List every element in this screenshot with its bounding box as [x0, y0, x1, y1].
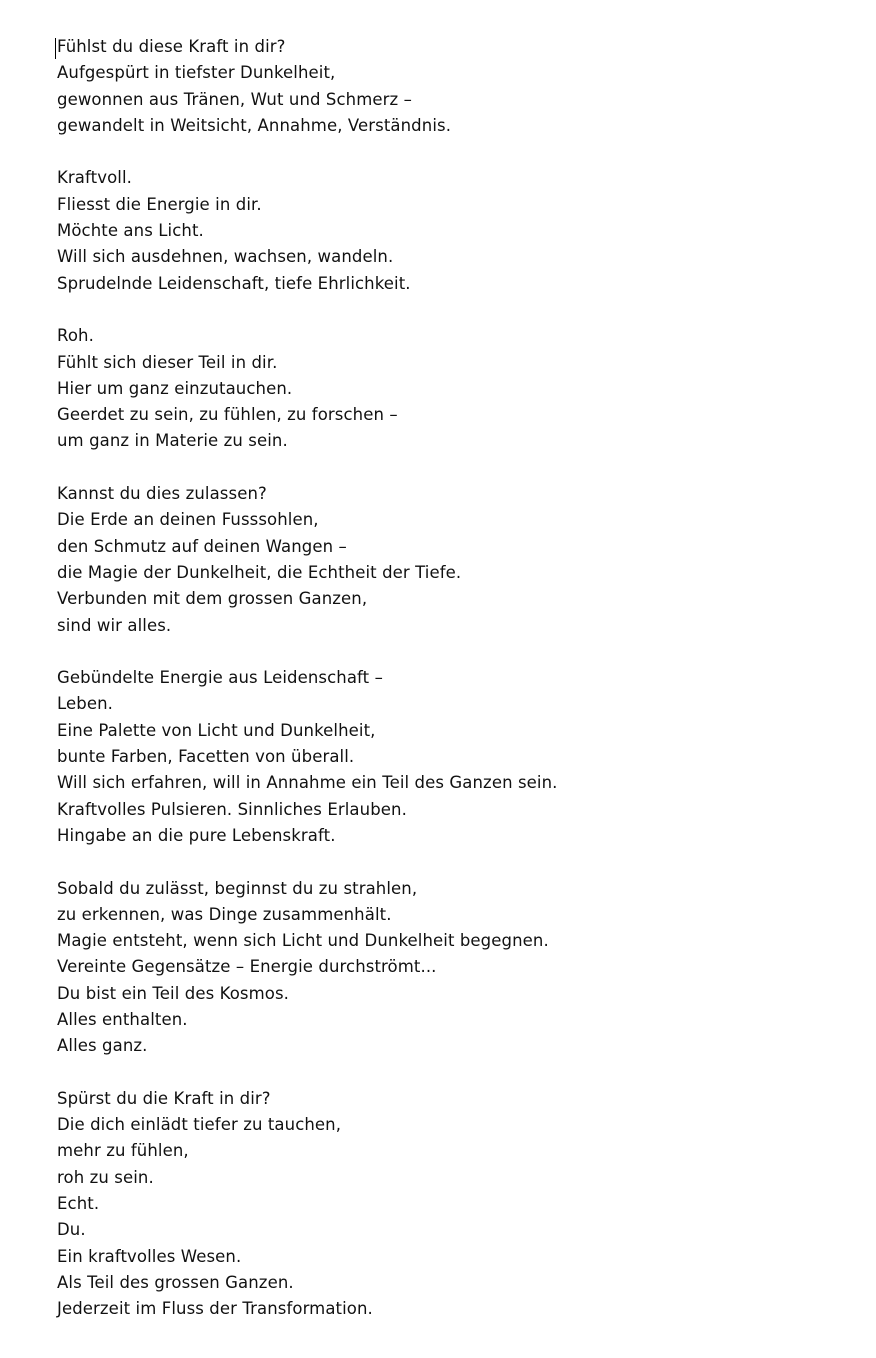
poem-line: Ein kraftvolles Wesen.	[57, 1246, 242, 1266]
poem-line: Geerdet zu sein, zu fühlen, zu forschen –	[57, 405, 398, 425]
poem-line: Jederzeit im Fluss der Transformation.	[57, 1299, 373, 1319]
poem-line: Sprudelnde Leidenschaft, tiefe Ehrlichkeit.	[57, 273, 411, 293]
poem-line: Magie entsteht, wenn sich Licht und Dunkelheit begegnen.	[57, 931, 549, 951]
poem-line: den Schmutz auf deinen Wangen –	[57, 536, 347, 556]
poem-line: um ganz in Materie zu sein.	[57, 431, 288, 451]
stanza	[57, 34, 857, 139]
document-body[interactable]	[57, 34, 857, 1323]
poem-line: Hier um ganz einzutauchen.	[57, 378, 293, 398]
poem-line: sind wir alles.	[57, 615, 172, 635]
poem-line: Du.	[57, 1220, 86, 1240]
poem-line: Leben.	[57, 694, 113, 714]
poem-line: Echt.	[57, 1194, 100, 1214]
poem-line: Fühlt sich dieser Teil in dir.	[57, 352, 278, 372]
poem-line: Aufgespürt in tiefster Dunkelheit,	[57, 63, 336, 83]
poem-line: Spürst du die Kraft in dir?	[57, 1088, 271, 1108]
poem-line: Kraftvolles Pulsieren. Sinnliches Erlauben.	[57, 799, 407, 819]
poem-line: Vereinte Gegensätze – Energie durchströmt...	[57, 957, 437, 977]
poem-line: Kraftvoll.	[57, 168, 132, 188]
poem-line: Sobald du zulässt, beginnst du zu strahlen,	[57, 878, 418, 898]
poem-line: Will sich erfahren, will in Annahme ein Teil des Ganzen sein.	[57, 773, 558, 793]
stanza	[57, 481, 857, 639]
poem-line: zu erkennen, was Dinge zusammenhält.	[57, 904, 392, 924]
poem-line: Eine Palette von Licht und Dunkelheit,	[57, 720, 376, 740]
poem-line: Als Teil des grossen Ganzen.	[57, 1272, 294, 1292]
stanza	[57, 876, 857, 1060]
stanza	[57, 1086, 857, 1323]
poem-line: Verbunden mit dem grossen Ganzen,	[57, 589, 368, 609]
poem-line: bunte Farben, Facetten von überall.	[57, 747, 355, 767]
stanza	[57, 165, 857, 296]
poem-line: Roh.	[57, 326, 94, 346]
poem-line: Will sich ausdehnen, wachsen, wandeln.	[57, 247, 394, 267]
poem-line: mehr zu fühlen,	[57, 1141, 189, 1161]
poem	[57, 34, 857, 1323]
poem-line: Du bist ein Teil des Kosmos.	[57, 983, 290, 1003]
poem-line: Die Erde an deinen Fusssohlen,	[57, 510, 319, 530]
poem-line: die Magie der Dunkelheit, die Echtheit der Tiefe.	[57, 562, 462, 582]
poem-line: Alles ganz.	[57, 1036, 148, 1056]
poem-line: Hingabe an die pure Lebenskraft.	[57, 825, 336, 845]
text-cursor	[55, 38, 56, 59]
poem-line: Fliesst die Energie in dir.	[57, 194, 262, 214]
poem-line: Kannst du dies zulassen?	[57, 484, 267, 504]
poem-line: Möchte ans Licht.	[57, 221, 204, 241]
poem-line: roh zu sein.	[57, 1167, 154, 1187]
poem-line: gewonnen aus Tränen, Wut und Schmerz –	[57, 89, 412, 109]
poem-line: Die dich einlädt tiefer zu tauchen,	[57, 1115, 342, 1135]
poem-line: gewandelt in Weitsicht, Annahme, Verständnis.	[57, 115, 452, 135]
stanza	[57, 665, 857, 849]
poem-line: Fühlst du diese Kraft in dir?	[57, 37, 286, 56]
stanza	[57, 323, 857, 454]
poem-line: Gebündelte Energie aus Leidenschaft –	[57, 668, 383, 688]
poem-line: Alles enthalten.	[57, 1009, 188, 1029]
